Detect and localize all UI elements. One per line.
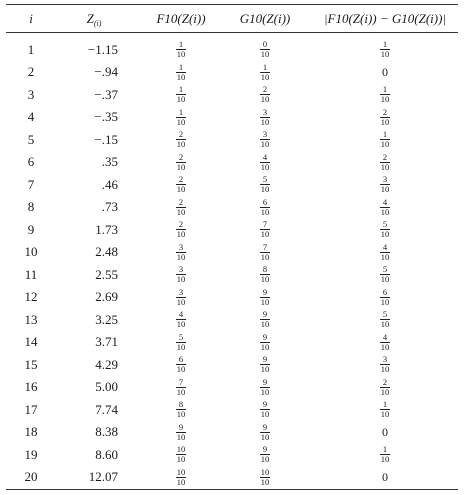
cell-g bbox=[220, 308, 310, 331]
diff-fraction bbox=[380, 445, 391, 464]
f-fraction bbox=[176, 445, 187, 464]
cell-i: 4 bbox=[27, 109, 35, 124]
table-row bbox=[6, 173, 458, 196]
g-fraction bbox=[260, 310, 271, 329]
table-row bbox=[6, 128, 458, 151]
header-f: F10(Z(i)) bbox=[156, 11, 206, 26]
g-fraction bbox=[260, 85, 271, 104]
cell-g bbox=[220, 466, 310, 489]
f-fraction-numerator: 2 bbox=[178, 151, 184, 162]
g-fraction-numerator: 1 bbox=[262, 61, 268, 72]
f-fraction-denominator: 10 bbox=[176, 296, 186, 307]
diff-fraction bbox=[380, 333, 391, 352]
cell-diff bbox=[312, 466, 458, 489]
diff-fraction bbox=[380, 310, 391, 329]
f-fraction-numerator: 3 bbox=[178, 241, 184, 252]
g-fraction-denominator: 10 bbox=[260, 319, 270, 329]
g-fraction-numerator: 5 bbox=[262, 174, 268, 184]
diff-fraction bbox=[380, 108, 391, 127]
cell-diff bbox=[312, 353, 458, 376]
g-fraction-denominator: 10 bbox=[260, 274, 270, 284]
f-fraction-numerator: 6 bbox=[178, 354, 184, 364]
cell-diff bbox=[312, 106, 458, 129]
f-fraction bbox=[176, 310, 187, 329]
g-fraction-denominator: 10 bbox=[260, 386, 270, 397]
cell-i: 1 bbox=[27, 41, 35, 57]
g-fraction bbox=[260, 63, 271, 82]
cell-g bbox=[220, 173, 310, 196]
diff-fraction bbox=[380, 243, 391, 262]
diff-fraction-numerator: 2 bbox=[382, 151, 388, 162]
f-fraction-denominator: 10 bbox=[176, 364, 186, 374]
f-fraction bbox=[176, 85, 187, 104]
f-fraction-numerator: 7 bbox=[178, 376, 184, 387]
f-fraction-denominator: 10 bbox=[176, 206, 186, 217]
g-fraction-numerator: 9 bbox=[262, 444, 268, 454]
cell-z: 3.25 bbox=[95, 311, 118, 327]
table-row bbox=[6, 196, 458, 219]
diff-fraction-numerator: 1 bbox=[382, 399, 388, 409]
g-fraction bbox=[260, 423, 271, 442]
cell-diff bbox=[312, 173, 458, 196]
diff-fraction-numerator: 2 bbox=[382, 106, 388, 117]
f-fraction bbox=[176, 423, 187, 442]
table-row bbox=[6, 353, 458, 376]
cell-z: −.37 bbox=[94, 86, 118, 102]
g-fraction bbox=[260, 243, 271, 262]
g-fraction bbox=[260, 198, 271, 217]
cell-g bbox=[220, 218, 310, 241]
diff-fraction-denominator: 10 bbox=[380, 184, 390, 194]
f-fraction bbox=[176, 175, 187, 194]
cell-g bbox=[220, 196, 310, 219]
cell-diff bbox=[312, 151, 458, 174]
cell-diff bbox=[312, 308, 458, 331]
diff-fraction bbox=[380, 175, 391, 194]
table-row bbox=[6, 466, 458, 489]
g-fraction-numerator: 9 bbox=[262, 399, 268, 409]
f-fraction-denominator: 10 bbox=[176, 274, 186, 284]
cell-g bbox=[220, 241, 310, 264]
f-fraction bbox=[176, 108, 187, 127]
cell-g bbox=[220, 38, 310, 61]
g-fraction-numerator: 9 bbox=[262, 376, 268, 387]
cell-z: −.35 bbox=[94, 109, 118, 124]
diff-fraction-numerator: 2 bbox=[382, 376, 388, 387]
f-fraction-numerator: 2 bbox=[178, 129, 184, 139]
header-g: G10(Z(i)) bbox=[239, 11, 291, 26]
g-fraction-numerator: 9 bbox=[262, 309, 268, 319]
g-fraction-denominator: 10 bbox=[260, 49, 270, 59]
f-fraction-denominator: 10 bbox=[176, 341, 186, 352]
table-row bbox=[6, 421, 458, 444]
f-fraction-numerator: 9 bbox=[178, 421, 184, 432]
g-fraction-numerator: 9 bbox=[262, 421, 268, 432]
diff-zero: 0 bbox=[382, 64, 388, 79]
table-row bbox=[6, 151, 458, 174]
cell-g bbox=[220, 151, 310, 174]
f-fraction bbox=[176, 130, 187, 149]
cell-z: 4.29 bbox=[95, 356, 118, 372]
g-fraction bbox=[260, 153, 271, 172]
g-fraction-denominator: 10 bbox=[260, 364, 270, 374]
table-row bbox=[6, 308, 458, 331]
cell-diff bbox=[312, 61, 458, 84]
f-fraction-numerator: 3 bbox=[178, 286, 184, 297]
g-fraction-denominator: 10 bbox=[260, 251, 270, 262]
header-i: i bbox=[29, 11, 33, 26]
cell-i: 20 bbox=[24, 469, 38, 484]
diff-fraction bbox=[380, 198, 391, 217]
cell-g bbox=[220, 83, 310, 106]
diff-fraction bbox=[380, 378, 391, 397]
table-row bbox=[6, 241, 458, 264]
cell-i: 17 bbox=[24, 401, 38, 417]
table-row bbox=[6, 61, 458, 84]
cell-i: 6 bbox=[27, 154, 35, 169]
diff-fraction-numerator: 6 bbox=[382, 286, 388, 297]
cell-g bbox=[220, 61, 310, 84]
f-fraction-numerator: 1 bbox=[178, 39, 184, 49]
diff-fraction-numerator: 1 bbox=[382, 129, 388, 139]
f-fraction-denominator: 10 bbox=[176, 251, 186, 262]
g-fraction bbox=[260, 445, 271, 464]
cell-g bbox=[220, 263, 310, 286]
cell-diff bbox=[312, 398, 458, 421]
table-row bbox=[6, 286, 458, 309]
g-fraction bbox=[260, 355, 271, 374]
f-fraction-numerator: 1 bbox=[178, 84, 184, 94]
f-fraction bbox=[176, 378, 187, 397]
f-fraction-denominator: 10 bbox=[176, 184, 186, 194]
g-fraction bbox=[260, 333, 271, 352]
g-fraction-denominator: 10 bbox=[260, 206, 270, 217]
diff-fraction-denominator: 10 bbox=[380, 409, 390, 419]
f-fraction-denominator: 10 bbox=[176, 476, 186, 487]
diff-fraction-denominator: 10 bbox=[380, 116, 390, 127]
f-fraction-numerator: 2 bbox=[178, 219, 184, 229]
cell-i: 14 bbox=[24, 334, 38, 349]
cell-diff bbox=[312, 218, 458, 241]
diff-fraction-numerator: 1 bbox=[382, 84, 388, 94]
f-fraction-denominator: 10 bbox=[176, 49, 186, 59]
cell-i: 7 bbox=[27, 176, 35, 192]
diff-fraction bbox=[380, 130, 391, 149]
cell-z: .46 bbox=[101, 176, 118, 192]
f-fraction-numerator: 10 bbox=[176, 466, 186, 477]
diff-fraction-numerator: 3 bbox=[382, 174, 388, 184]
cell-i: 15 bbox=[24, 356, 38, 372]
f-fraction-numerator: 4 bbox=[178, 309, 184, 319]
table-row bbox=[6, 106, 458, 129]
diff-fraction-denominator: 10 bbox=[380, 139, 390, 149]
f-fraction-numerator: 2 bbox=[178, 174, 184, 184]
cell-i: 8 bbox=[27, 199, 35, 214]
header-row bbox=[6, 8, 458, 30]
f-fraction bbox=[176, 400, 187, 419]
g-fraction-denominator: 10 bbox=[260, 476, 270, 487]
f-fraction bbox=[176, 468, 187, 487]
g-fraction-denominator: 10 bbox=[260, 229, 270, 239]
cell-diff bbox=[312, 443, 458, 466]
diff-fraction-denominator: 10 bbox=[380, 161, 390, 172]
diff-fraction-denominator: 10 bbox=[380, 274, 390, 284]
g-fraction-denominator: 10 bbox=[260, 94, 270, 104]
g-fraction-numerator: 8 bbox=[262, 264, 268, 274]
diff-fraction bbox=[380, 40, 391, 59]
g-fraction-numerator: 10 bbox=[260, 466, 270, 477]
diff-fraction bbox=[380, 400, 391, 419]
f-fraction-denominator: 10 bbox=[176, 319, 186, 329]
g-fraction-numerator: 9 bbox=[262, 286, 268, 297]
table-row bbox=[6, 218, 458, 241]
diff-fraction-denominator: 10 bbox=[380, 386, 390, 397]
cell-i: 11 bbox=[24, 266, 38, 282]
diff-fraction-denominator: 10 bbox=[380, 251, 390, 262]
cell-z: 2.55 bbox=[95, 266, 118, 282]
g-fraction-numerator: 0 bbox=[262, 39, 268, 49]
cell-z: 8.60 bbox=[95, 446, 118, 462]
g-fraction bbox=[260, 265, 271, 284]
header-z: Z (i) bbox=[86, 11, 102, 28]
cell-z: −.94 bbox=[94, 64, 118, 79]
f-fraction-denominator: 10 bbox=[176, 229, 186, 239]
cell-z: 5.00 bbox=[95, 379, 118, 394]
diff-fraction bbox=[380, 220, 391, 239]
diff-zero: 0 bbox=[382, 424, 388, 439]
g-fraction-numerator: 9 bbox=[262, 354, 268, 364]
cell-g bbox=[220, 286, 310, 309]
cell-i: 3 bbox=[27, 86, 35, 102]
g-fraction-denominator: 10 bbox=[260, 184, 270, 194]
cell-g bbox=[220, 331, 310, 354]
table-row bbox=[6, 443, 458, 466]
g-fraction bbox=[260, 175, 271, 194]
diff-fraction-numerator: 1 bbox=[382, 444, 388, 454]
diff-fraction-numerator: 3 bbox=[382, 354, 388, 364]
table-row bbox=[6, 331, 458, 354]
f-fraction-numerator: 1 bbox=[178, 61, 184, 72]
diff-fraction bbox=[380, 355, 391, 374]
g-fraction-denominator: 10 bbox=[260, 296, 270, 307]
diff-fraction-numerator: 1 bbox=[382, 39, 388, 49]
cell-z: 2.69 bbox=[95, 289, 118, 304]
cell-z: .35 bbox=[101, 154, 118, 169]
table-row bbox=[6, 83, 458, 106]
g-fraction-numerator: 3 bbox=[262, 129, 268, 139]
diff-fraction-denominator: 10 bbox=[380, 364, 390, 374]
g-fraction-numerator: 2 bbox=[262, 84, 268, 94]
diff-fraction-denominator: 10 bbox=[380, 454, 390, 464]
diff-fraction-numerator: 5 bbox=[382, 219, 388, 229]
cell-diff bbox=[312, 263, 458, 286]
bottom-rule bbox=[6, 489, 458, 490]
g-fraction bbox=[260, 400, 271, 419]
cell-i: 2 bbox=[27, 64, 35, 79]
cell-g bbox=[220, 353, 310, 376]
cell-i: 13 bbox=[24, 311, 38, 327]
table-row bbox=[6, 398, 458, 421]
f-fraction-numerator: 10 bbox=[176, 444, 186, 454]
f-fraction bbox=[176, 265, 187, 284]
f-fraction bbox=[176, 355, 187, 374]
cell-z: 1.73 bbox=[95, 221, 118, 237]
header-diff: |F10(Z(i)) − G10(Z(i))| bbox=[323, 11, 447, 26]
diff-fraction-numerator: 4 bbox=[382, 331, 388, 342]
cell-z: −1.15 bbox=[87, 41, 118, 57]
diff-fraction-denominator: 10 bbox=[380, 229, 390, 239]
g-fraction-numerator: 7 bbox=[262, 219, 268, 229]
f-fraction-numerator: 5 bbox=[178, 331, 184, 342]
f-fraction-denominator: 10 bbox=[176, 454, 186, 464]
diff-fraction bbox=[380, 153, 391, 172]
f-fraction-denominator: 10 bbox=[176, 161, 186, 172]
cell-i: 5 bbox=[27, 131, 35, 147]
cell-z: 12.07 bbox=[88, 469, 118, 484]
g-fraction bbox=[260, 130, 271, 149]
f-fraction bbox=[176, 220, 187, 239]
cell-z: 8.38 bbox=[95, 424, 118, 439]
diff-fraction-numerator: 5 bbox=[382, 309, 388, 319]
f-fraction-denominator: 10 bbox=[176, 94, 186, 104]
f-fraction-denominator: 10 bbox=[176, 386, 186, 397]
g-fraction bbox=[260, 288, 271, 307]
cell-diff bbox=[312, 331, 458, 354]
diff-fraction-denominator: 10 bbox=[380, 319, 390, 329]
cell-g bbox=[220, 398, 310, 421]
diff-fraction-denominator: 10 bbox=[380, 206, 390, 217]
f-fraction-denominator: 10 bbox=[176, 116, 186, 127]
f-fraction-denominator: 10 bbox=[176, 431, 186, 442]
cell-diff bbox=[312, 196, 458, 219]
g-fraction-denominator: 10 bbox=[260, 431, 270, 442]
f-fraction-denominator: 10 bbox=[176, 409, 186, 419]
f-fraction bbox=[176, 288, 187, 307]
f-fraction bbox=[176, 333, 187, 352]
top-rule bbox=[6, 4, 458, 5]
cell-diff bbox=[312, 376, 458, 399]
cell-z: 7.74 bbox=[95, 401, 118, 417]
g-fraction-numerator: 3 bbox=[262, 106, 268, 117]
f-fraction-denominator: 10 bbox=[176, 71, 186, 82]
diff-fraction-denominator: 10 bbox=[380, 296, 390, 307]
diff-fraction bbox=[380, 85, 391, 104]
g-fraction-numerator: 4 bbox=[262, 151, 268, 162]
diff-fraction-denominator: 10 bbox=[380, 94, 390, 104]
cell-diff bbox=[312, 286, 458, 309]
cell-i: 16 bbox=[24, 379, 38, 394]
cell-i: 19 bbox=[24, 446, 38, 462]
f-fraction-numerator: 3 bbox=[178, 264, 184, 274]
g-fraction-denominator: 10 bbox=[260, 341, 270, 352]
cell-diff bbox=[312, 128, 458, 151]
g-fraction-denominator: 10 bbox=[260, 409, 270, 419]
g-fraction-numerator: 9 bbox=[262, 331, 268, 342]
table-row bbox=[6, 38, 458, 61]
g-fraction-numerator: 7 bbox=[262, 241, 268, 252]
f-fraction bbox=[176, 63, 187, 82]
cell-g bbox=[220, 443, 310, 466]
diff-fraction-denominator: 10 bbox=[380, 341, 390, 352]
diff-fraction-numerator: 4 bbox=[382, 241, 388, 252]
cell-z: 3.71 bbox=[95, 334, 118, 349]
g-fraction-denominator: 10 bbox=[260, 139, 270, 149]
cell-g bbox=[220, 106, 310, 129]
g-fraction-denominator: 10 bbox=[260, 161, 270, 172]
diff-fraction-numerator: 4 bbox=[382, 196, 388, 207]
cell-diff bbox=[312, 421, 458, 444]
diff-fraction-numerator: 5 bbox=[382, 264, 388, 274]
f-fraction-numerator: 8 bbox=[178, 399, 184, 409]
diff-fraction bbox=[380, 288, 391, 307]
cell-z: −.15 bbox=[94, 131, 118, 147]
f-fraction-denominator: 10 bbox=[176, 139, 186, 149]
header-rule bbox=[6, 32, 458, 33]
f-fraction bbox=[176, 153, 187, 172]
cell-diff bbox=[312, 83, 458, 106]
g-fraction-denominator: 10 bbox=[260, 116, 270, 127]
g-fraction-numerator: 6 bbox=[262, 196, 268, 207]
g-fraction-denominator: 10 bbox=[260, 454, 270, 464]
f-fraction bbox=[176, 198, 187, 217]
diff-zero: 0 bbox=[382, 469, 388, 484]
cell-g bbox=[220, 421, 310, 444]
f-fraction bbox=[176, 40, 187, 59]
cell-i: 10 bbox=[24, 244, 38, 259]
cell-i: 12 bbox=[24, 289, 38, 304]
f-fraction-numerator: 2 bbox=[178, 196, 184, 207]
g-fraction bbox=[260, 108, 271, 127]
cell-g bbox=[220, 376, 310, 399]
table-row bbox=[6, 263, 458, 286]
g-fraction-denominator: 10 bbox=[260, 71, 270, 82]
diff-fraction bbox=[380, 265, 391, 284]
table-row bbox=[6, 376, 458, 399]
cell-z: .73 bbox=[101, 199, 118, 214]
g-fraction bbox=[260, 468, 271, 487]
cell-g bbox=[220, 128, 310, 151]
cell-diff bbox=[312, 38, 458, 61]
g-fraction bbox=[260, 220, 271, 239]
cell-i: 9 bbox=[27, 221, 35, 237]
g-fraction bbox=[260, 40, 271, 59]
cell-i: 18 bbox=[24, 424, 38, 439]
f-fraction bbox=[176, 243, 187, 262]
f-fraction-numerator: 1 bbox=[178, 106, 184, 117]
diff-fraction-denominator: 10 bbox=[380, 49, 390, 59]
cell-z: 2.48 bbox=[95, 244, 118, 259]
g-fraction bbox=[260, 378, 271, 397]
cell-diff bbox=[312, 241, 458, 264]
